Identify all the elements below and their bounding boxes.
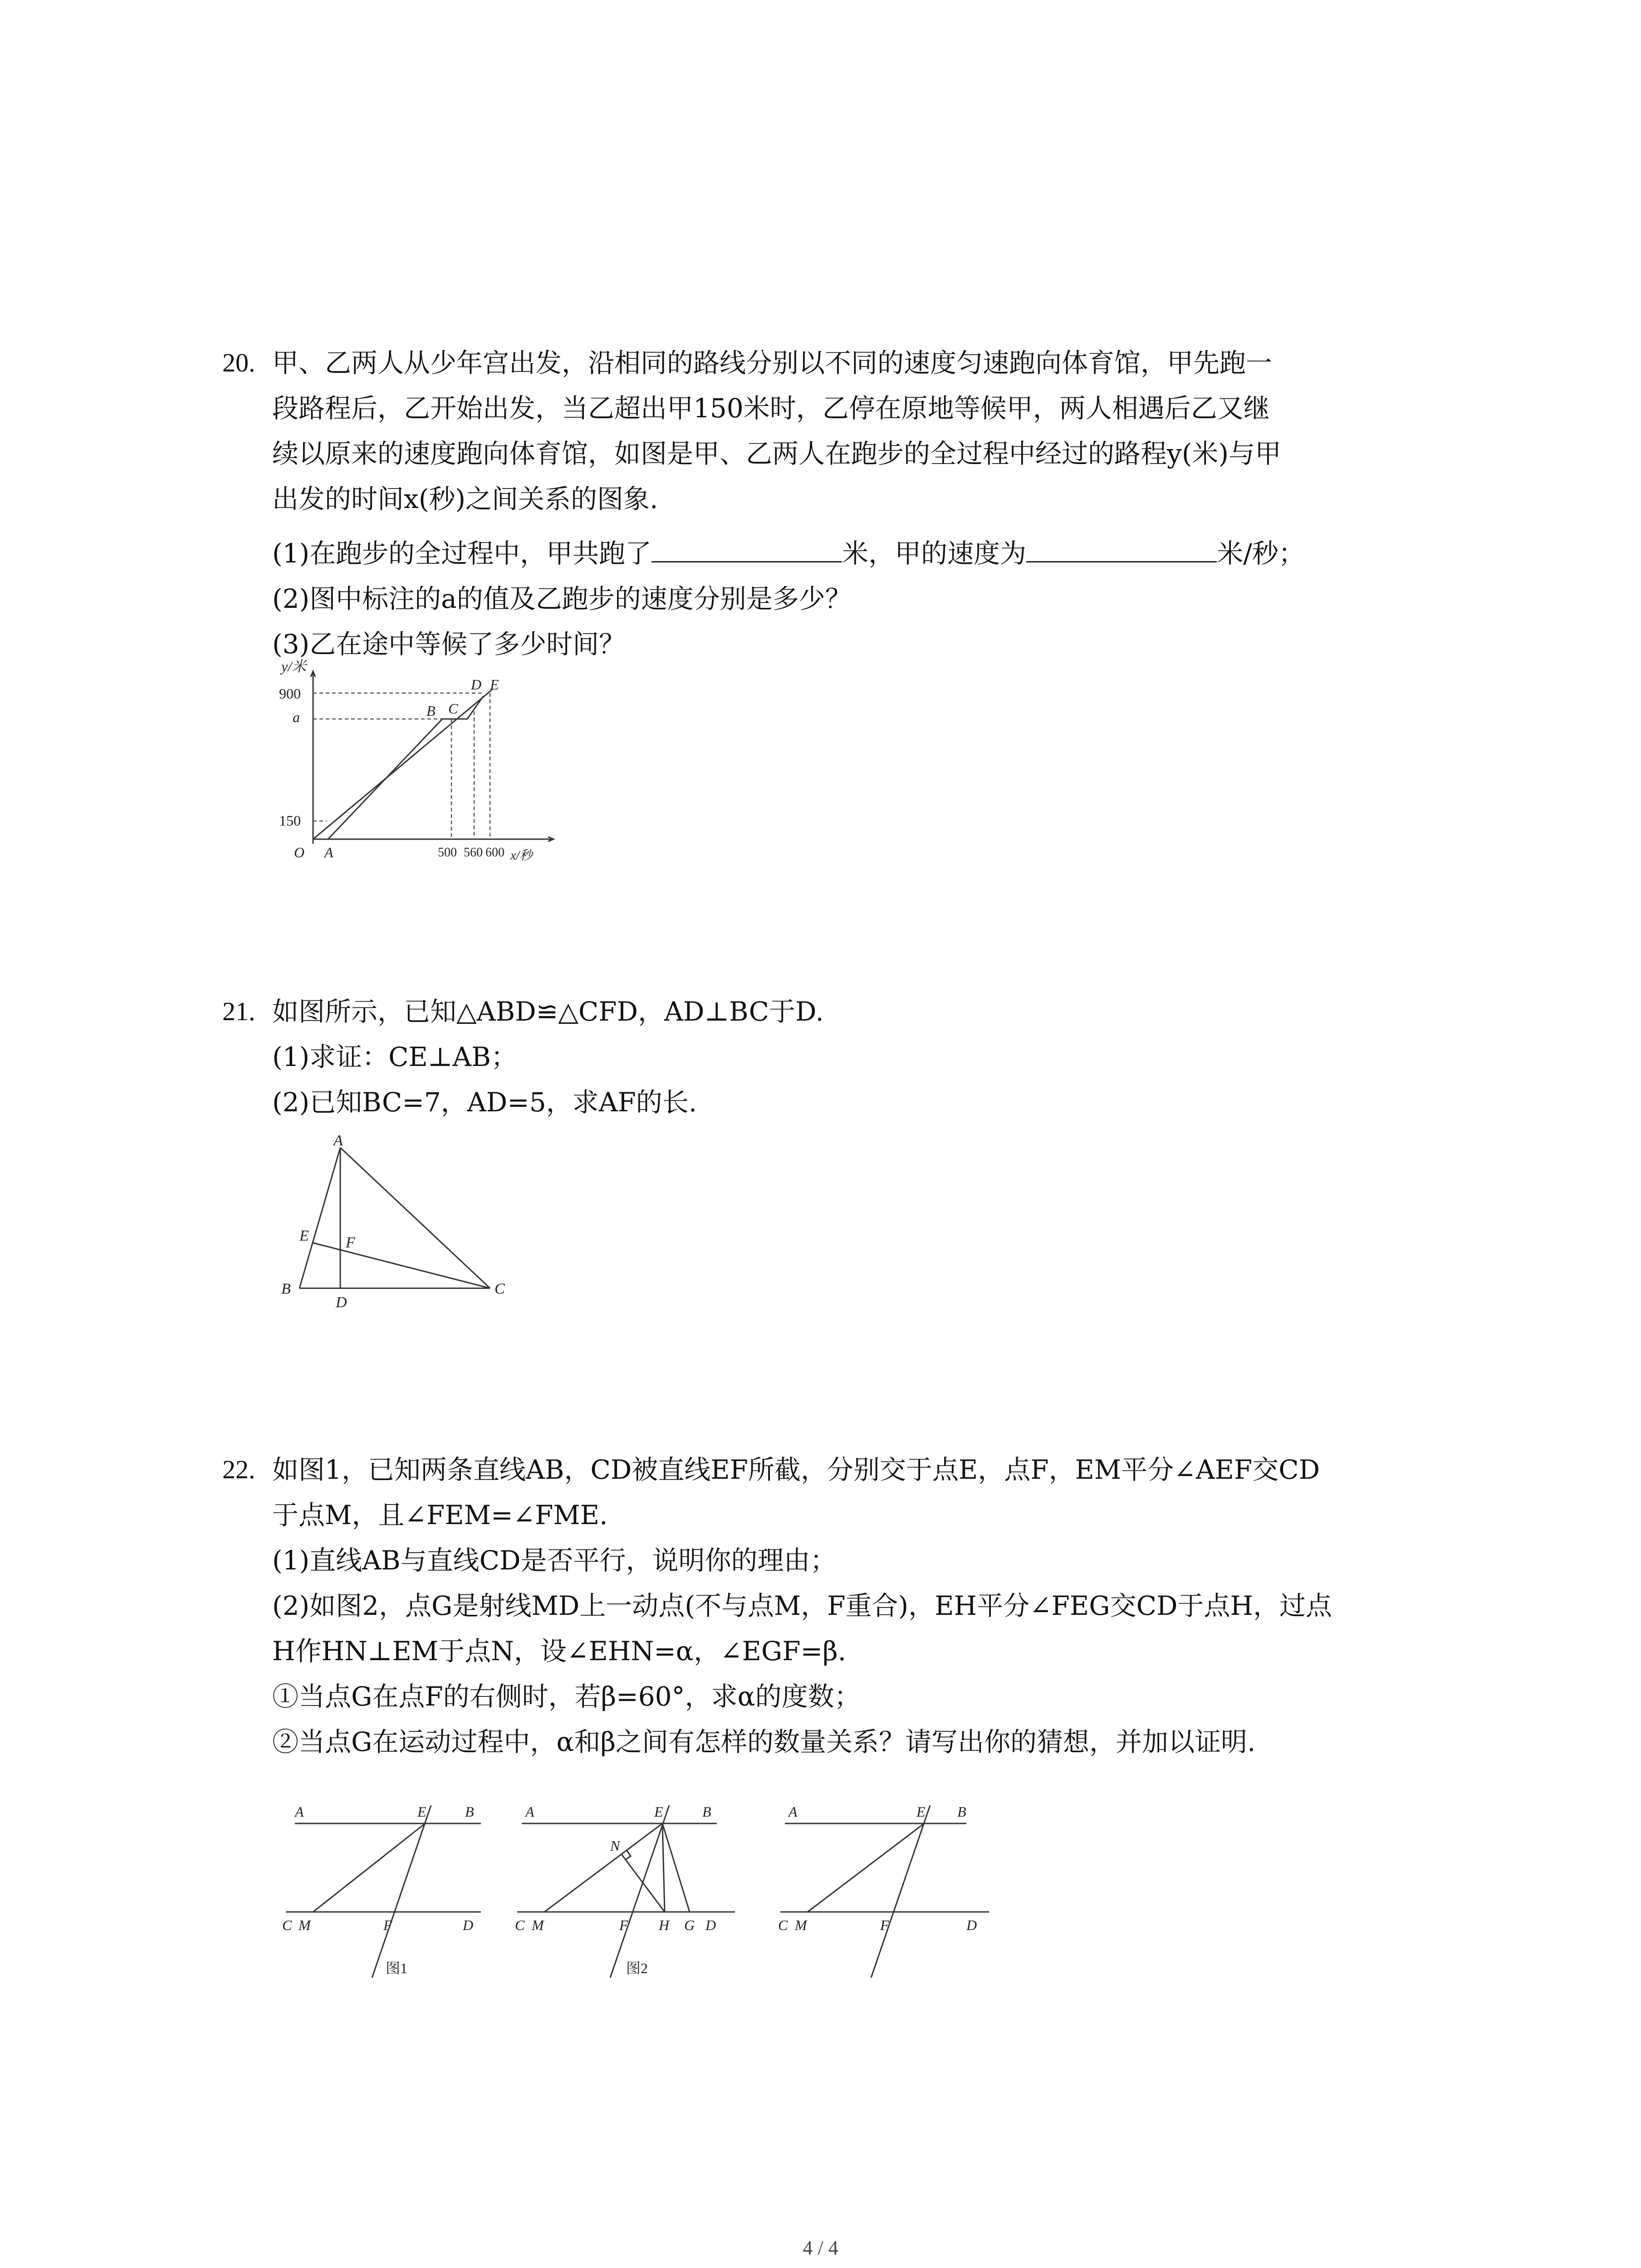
segment-EM: [313, 1823, 425, 1912]
segment-AC: [340, 1148, 490, 1288]
y-axis-label: y/米: [281, 658, 307, 675]
label-F: F: [346, 1234, 355, 1251]
q20-part1-text-c: 米/秒；: [1217, 538, 1305, 569]
label-F: F: [619, 1917, 628, 1933]
segment-EM: [808, 1823, 924, 1912]
q22-case1: ①当点G在点F的右侧时，若β=60°，求α的度数；: [272, 1681, 861, 1712]
label-M: M: [532, 1917, 544, 1933]
label-C: C: [515, 1917, 525, 1933]
segment-EH: [662, 1823, 665, 1912]
label-E: E: [490, 676, 499, 693]
page-number: 4 / 4: [803, 2237, 838, 2259]
label-B: B: [702, 1804, 711, 1820]
label-B: B: [426, 703, 436, 719]
q20-distance-time-graph: [254, 658, 572, 880]
label-N: N: [610, 1838, 620, 1854]
q20-answer-blank-speed[interactable]: [1026, 537, 1217, 562]
q21-stem: 如图所示，已知△ABD≌△CFD，AD⊥BC于D.: [272, 996, 824, 1027]
segment-EM: [544, 1823, 662, 1912]
q22-stem-line2: 于点M，且∠FEM=∠FME.: [272, 1500, 608, 1530]
figure-1-caption: 图1: [386, 1960, 408, 1976]
label-D: D: [966, 1917, 977, 1933]
label-C: C: [448, 700, 458, 717]
line-jia: [313, 689, 492, 839]
label-D: D: [463, 1917, 474, 1933]
label-H: H: [659, 1917, 670, 1933]
label-B: B: [465, 1804, 474, 1820]
q20-part1: [272, 535, 1305, 572]
q20-stem-line1: 甲、乙两人从少年宫出发，沿相同的路线分别以不同的速度匀速跑向体育馆，甲先跑一: [272, 347, 1273, 378]
q22-stem-line1: 如图1，已知两条直线AB，CD被直线EF所截，分别交于点E，点F，EM平分∠AEF交CD: [272, 1454, 1320, 1485]
label-C: C: [495, 1281, 505, 1297]
q20-stem-line2: 段路程后，乙开始出发，当乙超出甲150米时，乙停在原地等候甲，两人相遇后乙又继: [272, 393, 1270, 424]
label-A: A: [295, 1804, 304, 1820]
q20-part1-text-b: 米，甲的速度为: [842, 538, 1027, 569]
q22-figure-3: [771, 1778, 1007, 1996]
q22-number: 22.: [222, 1455, 255, 1484]
q20-answer-blank-distance[interactable]: [652, 537, 842, 562]
q22-figure-2: [508, 1778, 744, 1996]
x-axis-label: x/秒: [510, 849, 533, 863]
tick-600: 600: [485, 846, 505, 860]
segment-EG: [662, 1823, 690, 1912]
label-E: E: [916, 1804, 926, 1820]
q20-part2: (2)图中标注的a的值及乙跑步的速度分别是多少？: [272, 583, 852, 614]
figure-2-caption: 图2: [626, 1960, 648, 1976]
tick-560: 560: [464, 846, 483, 860]
q20-part1-text-a: (1)在跑步的全过程中，甲共跑了: [272, 538, 652, 569]
label-F: F: [383, 1917, 392, 1933]
label-B: B: [281, 1281, 291, 1297]
label-D: D: [705, 1917, 716, 1933]
q20-number: 20.: [222, 348, 255, 377]
q22-part1: (1)直线AB与直线CD是否平行，说明你的理由；: [272, 1545, 837, 1576]
label-M: M: [299, 1917, 311, 1933]
q20-part3: (3)乙在途中等候了多少时间？: [272, 629, 626, 660]
tick-150: 150: [279, 812, 301, 829]
segment-HN: [622, 1854, 665, 1912]
q21-part2: (2)已知BC=7，AD=5，求AF的长.: [272, 1087, 697, 1118]
label-A: A: [789, 1804, 798, 1820]
q21-triangle-figure: [272, 1134, 526, 1315]
label-F: F: [880, 1917, 889, 1933]
tick-900: 900: [279, 685, 301, 702]
label-D: D: [471, 676, 482, 693]
label-A: A: [324, 844, 333, 860]
label-E: E: [417, 1804, 426, 1820]
label-B: B: [957, 1804, 966, 1820]
tick-a: a: [293, 709, 300, 725]
q22-figure-1: [272, 1778, 508, 1996]
tick-500: 500: [438, 846, 457, 860]
line-EF: [871, 1805, 930, 1978]
label-E: E: [654, 1804, 663, 1820]
label-A: A: [333, 1132, 343, 1149]
q22-part2-line2: H作HN⊥EM于点N，设∠EHN=α，∠EGF=β.: [272, 1636, 847, 1667]
label-E: E: [299, 1227, 309, 1244]
label-A: A: [525, 1804, 534, 1820]
label-G: G: [684, 1917, 695, 1933]
label-origin: O: [294, 844, 305, 860]
q22-part2-line1: (2)如图2，点G是射线MD上一动点(不与点M，F重合)，EH平分∠FEG交CD于点H，过点: [272, 1590, 1332, 1621]
label-C: C: [778, 1917, 788, 1933]
line-yi: [328, 696, 483, 839]
q20-stem-line3: 续以原来的速度跑向体育馆，如图是甲、乙两人在跑步的全过程中经过的路程y(米)与甲: [272, 438, 1282, 469]
label-D: D: [336, 1294, 347, 1311]
label-C: C: [282, 1917, 292, 1933]
segment-AB: [299, 1148, 340, 1288]
line-EF: [372, 1805, 431, 1978]
q20-stem-line4: 出发的时间x(秒)之间关系的图象.: [272, 484, 658, 514]
q21-part1: (1)求证：CE⊥AB；: [272, 1041, 517, 1072]
right-angle-mark-N: [625, 1851, 631, 1860]
q21-number: 21.: [222, 997, 255, 1026]
line-EF: [610, 1805, 669, 1978]
q22-case2: ②当点G在运动过程中，α和β之间有怎样的数量关系？请写出你的猜想，并加以证明.: [272, 1726, 1256, 1757]
label-M: M: [795, 1917, 807, 1933]
